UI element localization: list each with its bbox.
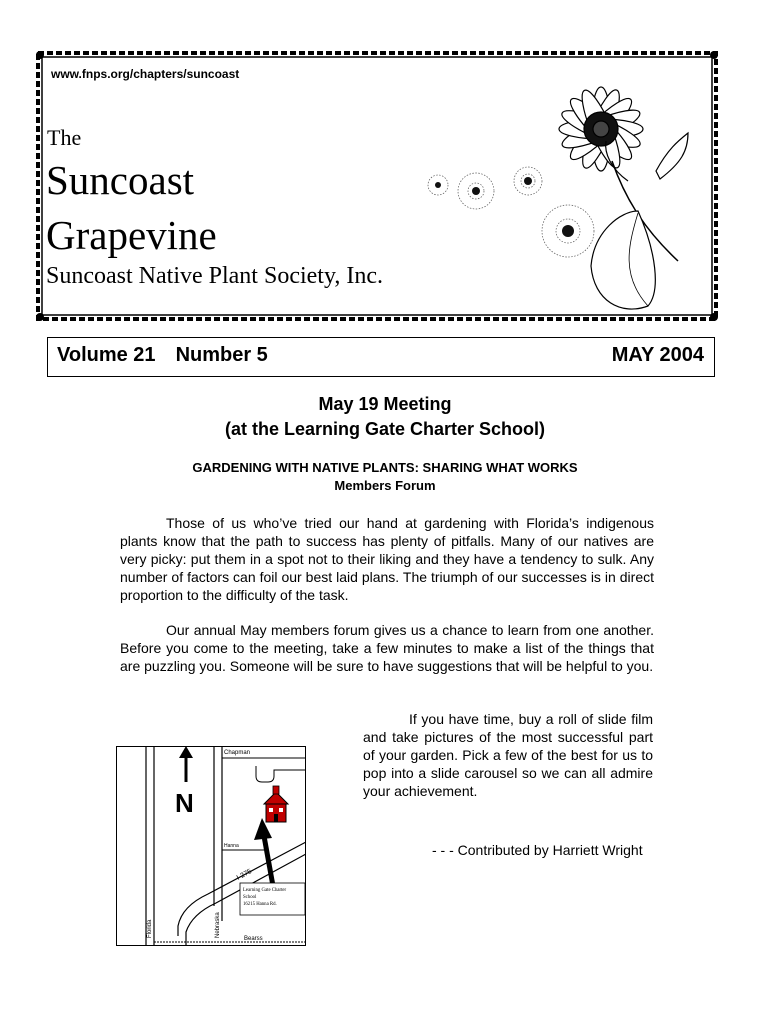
directions-map [116,746,306,946]
issue-date: MAY 2004 [611,344,704,366]
map-school-label-line2: School [243,895,257,900]
article-heading [0,459,770,495]
masthead-title-line2: Grapevine [46,212,217,258]
issue-info-bar [47,337,715,377]
meeting-location: (at the Learning Gate Charter School) [224,419,546,439]
masthead-the: The [47,125,82,150]
website-url[interactable]: www.fnps.org/chapters/suncoast [51,67,240,81]
map-road-hanna: Hanna [224,843,239,849]
map-north-label: N [175,788,194,818]
masthead [36,51,718,321]
article-credit: - - - Contributed by Harriett Wright [432,842,643,858]
article-headline: GARDENING WITH NATIVE PLANTS: SHARING WHAT WORKS [192,460,578,475]
map-school-label-line1: Learning Gate Charter [243,888,287,893]
sunflower-illustration [416,61,716,316]
school-label-box [240,883,305,915]
sunflower-small-icon [428,167,594,257]
meeting-heading [0,392,770,442]
meeting-title: May 19 Meeting [318,394,452,414]
schoolhouse-icon [264,786,288,822]
volume-number: Volume 21 [57,344,156,366]
article-paragraph-2: Our annual May members forum gives us a chance to learn from one another. Before you come to the meeting, take a few minutes to make a list of the things that are puzzling you. Someone will be sure to have suggestions that will be helpful to you. [120,622,654,674]
north-arrow-icon [179,746,193,782]
masthead-subtitle: Suncoast Native Plant Society, Inc. [46,263,384,289]
article-paragraph-3: If you have time, buy a roll of slide film and take pictures of the most successful part of your garden. Pick a few of the best for us to pop into a slide carousel so we can all admire your achievement. [363,711,653,799]
map-road-nebraska: Nebraska [215,912,221,938]
issue-number: Number 5 [175,344,268,366]
map-road-bearss: Bearss [244,936,263,942]
map-road-florida: Florida [147,919,153,938]
masthead-title-line1: Suncoast [46,157,195,203]
map-road-chapman: Chapman [224,750,251,756]
map-school-label-line3: 16215 Hanna Rd. [243,902,277,907]
map-road-i275: I-275 [235,868,254,882]
article-subhead: Members Forum [334,478,436,493]
pointer-arrow-icon [254,818,273,886]
article-paragraph-1: Those of us who’ve tried our hand at gardening with Florida’s indigenous plants know that the path to success has plenty of pitfalls. Many of our natives are very picky: put them in a spot not to their liking and they have a tendency to sulk. Any number of factors can foil our best laid plans. The triumph of our successes is in direct proportion to the difficulty of the task. [120,515,654,603]
sunflower-large-icon [558,86,688,309]
